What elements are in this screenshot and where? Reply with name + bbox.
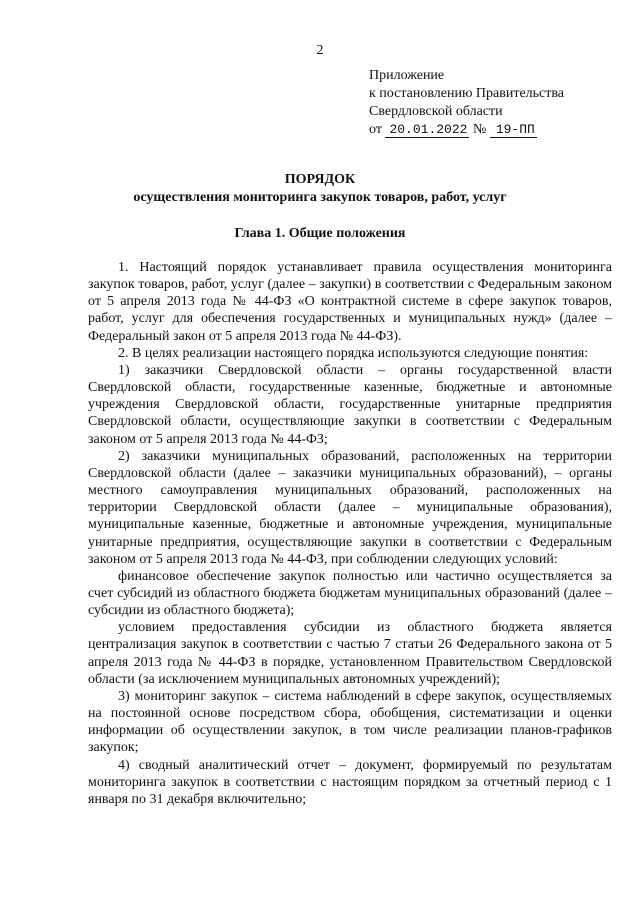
approval-number-label: № <box>472 122 487 137</box>
paragraph-1: 1. Настоящий порядок устанавливает правила осуществления мониторинга закупок товаров, работ, услуг (далее – закупки) в соответствии с Федеральным законом от 5 апреля 2013 года № 44-ФЗ «О контрактной системе в сфере закупок товаров, работ, услуг для обеспечения государственных и муниципальных нужд» (далее – Федеральный закон от 5 апреля 2013 года № 44-ФЗ). <box>88 260 612 344</box>
paragraph-2: 2. В целях реализации настоящего порядка используются следующие понятия: <box>118 345 589 361</box>
paragraph-condition-centralization: условием предоставления субсидии из областного бюджета является централизация закупок в соответствии с частью 7 статьи 26 Федерального закона от 5 апреля 2013 года № 44-ФЗ в порядке, установленном Правительством Свердловской области (за исключением муниципальных автономных учреждений); <box>88 620 612 687</box>
approval-block <box>369 67 564 139</box>
approval-line-appendix: Приложение <box>369 68 445 83</box>
approval-from-label: от <box>369 122 382 137</box>
approval-date-line <box>369 121 564 139</box>
chapter-heading: Глава 1. Общие положения <box>234 226 406 241</box>
paragraph-condition-financing: финансовое обеспечение закупок полностью или частично осуществляется за счет субсидий из областного бюджета бюджетам муниципальных образований (далее – субсидии из областного бюджета); <box>88 568 612 619</box>
paragraph-2-2: 2) заказчики муниципальных образований, расположенных на территории Свердловской области (далее – заказчики муниципальных образований), – органы местного самоуправления муниципальных образований, расположенных на территории Свердловской области (далее – муниципальные образования), муниципальные казенные, бюджетные и автономные учреждения, муниципальные унитарные предприятия, осуществляющие закупки в соответствии с Федеральным законом от 5 апреля 2013 года № 44-ФЗ, при соблюдении следующих условий: <box>88 448 612 567</box>
page-number: 2 <box>316 43 324 58</box>
paragraph-2-4: 4) сводный аналитический отчет – документ, формируемый по результатам мониторинга закупок в соответствии с настоящим порядком за отчетный период с 1 января по 31 декабря включительно; <box>88 757 612 807</box>
document-body <box>88 259 612 808</box>
document-subtitle: осуществления мониторинга закупок товаров, работ, услуг <box>133 190 507 205</box>
approval-line-region: Свердловской области <box>369 104 503 119</box>
approval-line-resolution: к постановлению Правительства <box>369 86 565 101</box>
approval-date: 20.01.2022 <box>385 122 469 138</box>
paragraph-2-3: 3) мониторинг закупок – система наблюдений в сфере закупок, осуществляемых на постоянной основе посредством сбора, обобщения, систематизации и оценки информации об осуществлении закупок, в том числе реализации планов-графиков закупок; <box>88 688 612 756</box>
document-title: ПОРЯДОК <box>284 172 356 187</box>
paragraph-2-1: 1) заказчики Свердловской области – органы государственной власти Свердловской области, государственные казенные, бюджетные и автономные учреждения Свердловской области, государственные унитарные предприятия Свердловской области, осуществляющие закупки в соответствии с Федеральным законом от 5 апреля 2013 года № 44-ФЗ; <box>88 362 612 447</box>
approval-number: 19-ПП <box>490 122 537 138</box>
